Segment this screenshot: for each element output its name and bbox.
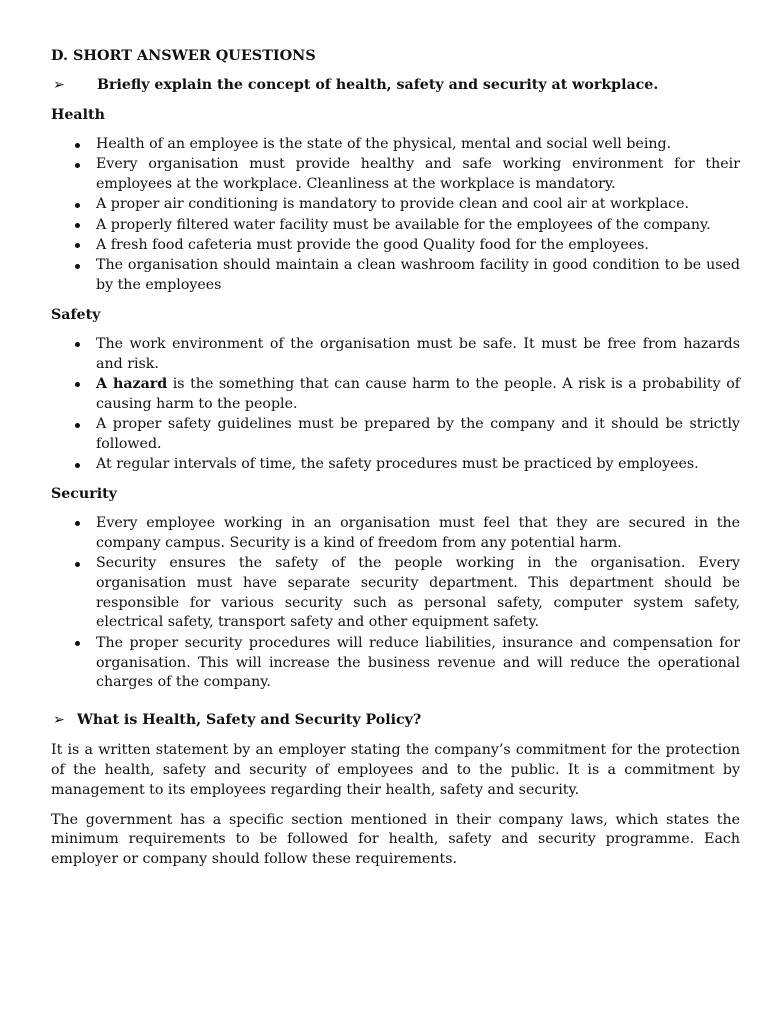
bullet-icon — [75, 342, 80, 347]
policy-paragraph-1: It is a written statement by an employer stating the company’s commitment for the protection of the health, safety and security of employees and to the public. It is a commitment by management to its employees regarding their health, safety and security. — [51, 742, 740, 798]
document-page — [51, 46, 740, 880]
arrow-bullet-icon: ➢ — [53, 77, 65, 93]
bullet-icon — [75, 562, 80, 567]
list-item: The organisation should maintain a clean washroom facility in good condition to be used by the employees — [51, 256, 740, 296]
list-item: A proper safety guidelines must be prepared by the company and it should be strictly followed. — [51, 415, 740, 455]
health-heading: Health — [51, 107, 105, 123]
question-1 — [51, 76, 740, 95]
bullet-icon — [75, 143, 80, 148]
bullet-icon — [75, 223, 80, 228]
safety-list — [51, 335, 740, 475]
bullet-icon — [75, 521, 80, 526]
list-item: Security ensures the safety of the people working in the organisation. Every organisation must have separate security department. This department should be responsible for various security such as personal safety, computer system safety, electrical safety, transport safety and other equipment safety. — [51, 554, 740, 633]
security-heading: Security — [51, 485, 117, 502]
question-1-text: Briefly explain the concept of health, safety and security at workplace. — [97, 77, 659, 93]
hazard-term: A hazard — [96, 375, 168, 392]
section-heading: D. SHORT ANSWER QUESTIONS — [51, 47, 316, 64]
question-2 — [51, 711, 740, 730]
bullet-icon — [75, 463, 80, 468]
bullet-icon — [75, 203, 80, 208]
security-list — [51, 514, 740, 693]
health-list — [51, 135, 740, 296]
list-item: Health of an employee is the state of the physical, mental and social well being. — [51, 135, 740, 155]
list-item: The proper security procedures will reduce liabilities, insurance and compensation for organisation. This will increase the business revenue and will reduce the operational charges of the company. — [51, 634, 740, 693]
list-item: A proper air conditioning is mandatory to provide clean and cool air at workplace. — [51, 195, 740, 215]
bullet-icon — [75, 243, 80, 248]
bullet-icon — [75, 423, 80, 428]
safety-heading: Safety — [51, 306, 101, 323]
list-item: At regular intervals of time, the safety procedures must be practiced by employees. — [51, 455, 740, 475]
list-item: A fresh food cafeteria must provide the good Quality food for the employees. — [51, 236, 740, 256]
bullet-icon — [75, 641, 80, 646]
list-item: The work environment of the organisation must be safe. It must be free from hazards and risk. — [51, 335, 740, 375]
bullet-icon — [75, 264, 80, 269]
policy-paragraph-2: The government has a specific section mentioned in their company laws, which states the minimum requirements to be followed for health, safety and security programme. Each employer or company should follow these requirements. — [51, 811, 740, 868]
question-2-text: What is Health, Safety and Security Policy? — [77, 712, 422, 729]
arrow-bullet-icon: ➢ — [53, 712, 65, 729]
list-item: Every organisation must provide healthy and safe working environment for their employees at the workplace. Cleanliness at the workplace is mandatory. — [51, 155, 740, 195]
bullet-icon — [75, 163, 80, 168]
list-item: A hazard is the something that can cause harm to the people. A risk is a probability of causing harm to the people. — [51, 375, 740, 415]
list-item: Every employee working in an organisation must feel that they are secured in the company campus. Security is a kind of freedom from any potential harm. — [51, 514, 740, 554]
list-item: A properly filtered water facility must be available for the employees of the company. — [51, 216, 740, 236]
bullet-icon — [75, 382, 80, 387]
